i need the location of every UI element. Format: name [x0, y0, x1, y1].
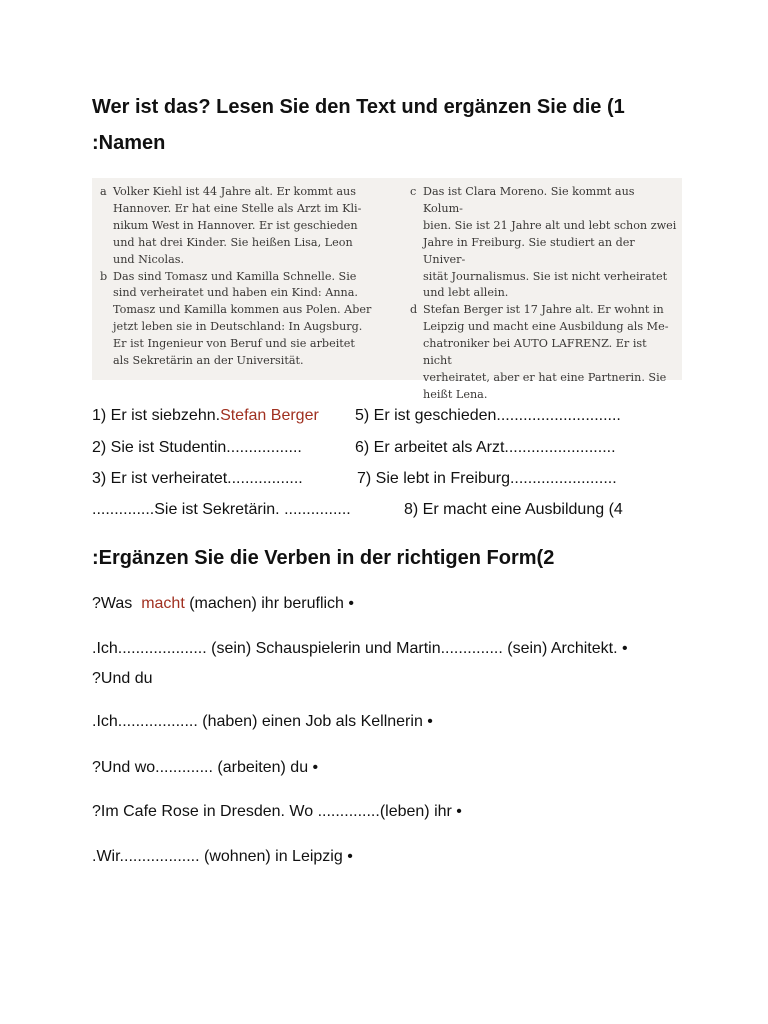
item-2: 2) Sie ist Studentin.................	[92, 439, 302, 456]
paragraph-b	[100, 269, 390, 370]
item-1	[92, 406, 319, 426]
text-line: und Nicolas.	[113, 252, 185, 266]
task1-title-line2: :Namen	[92, 132, 166, 154]
text-line: und lebt allein.	[423, 286, 509, 300]
text-line: Stefan Berger ist 17 Jahre alt. Er wohnt in	[423, 303, 664, 317]
text-line: Hannover. Er hat eine Stelle als Arzt im Kli-	[113, 201, 362, 215]
item-8: 8) Er macht eine Ausbildung (4	[404, 501, 623, 518]
item-1-answer: Stefan Berger	[220, 407, 319, 424]
paragraph-marker-a: a	[100, 185, 107, 198]
text-line: chatroniker bei AUTO LAFRENZ. Er ist nicht	[423, 337, 647, 368]
task1-title-line1: Wer ist das? Lesen Sie den Text und ergänzen Sie die (1	[92, 96, 625, 118]
text-line: Das ist Clara Moreno. Sie kommt aus Kolum-	[423, 185, 635, 215]
text-line: Tomasz und Kamilla kommen aus Polen. Aber	[113, 303, 372, 317]
reading-column-right	[410, 184, 678, 404]
item-1-text: 1) Er ist siebzehn.	[92, 407, 221, 424]
text-line: Er ist Ingenieur von Beruf und sie arbeitet	[113, 337, 355, 351]
reading-column-left	[100, 184, 390, 370]
text-line: nikum West in Hannover. Er ist geschieden	[113, 218, 358, 232]
paragraph-a	[100, 184, 390, 269]
verb-line-5: ?Und wo............. (arbeiten) du •	[92, 759, 319, 776]
item-4: ..............Sie ist Sekretärin. ...............	[92, 501, 351, 518]
paragraph-c	[410, 184, 678, 302]
text-line: sität Journalismus. Sie ist nicht verheiratet	[423, 269, 668, 283]
text-line: und hat drei Kinder. Sie heißen Lisa, Leon	[113, 235, 353, 249]
text-line: heißt Lena.	[423, 387, 488, 401]
verb-line-3: ?Und du	[92, 670, 153, 687]
verb-line-1-answer: macht	[141, 595, 185, 612]
text-line: bien. Sie ist 21 Jahre alt und lebt schon zwei	[423, 218, 677, 232]
reading-text-image	[92, 178, 682, 401]
task2-title: :Ergänzen Sie die Verben in der richtigen Form(2	[92, 547, 555, 569]
verb-line-1	[92, 594, 354, 614]
verb-line-7: .Wir.................. (wohnen) in Leipzig •	[92, 848, 353, 865]
paragraph-marker-d: d	[410, 303, 418, 317]
item-5: 5) Er ist geschieden............................	[355, 407, 621, 424]
text-line: sind verheiratet und haben ein Kind: Anna.	[113, 286, 358, 300]
text-line: jetzt leben sie in Deutschland: In Augsburg.	[113, 320, 363, 334]
verb-line-1-before: ?Was	[92, 595, 142, 612]
item-3: 3) Er ist verheiratet.................	[92, 470, 303, 487]
text-line: Jahre in Freiburg. Sie studiert an der Univer-	[423, 235, 635, 266]
paragraph-marker-b: b	[100, 269, 108, 283]
text-line: Volker Kiehl ist 44 Jahre alt. Er kommt aus	[113, 185, 356, 198]
text-line: Das sind Tomasz und Kamilla Schnelle. Sie	[113, 269, 357, 283]
verb-line-4: .Ich.................. (haben) einen Job als Kellnerin •	[92, 713, 433, 730]
text-line: als Sekretärin an der Universität.	[113, 354, 304, 368]
text-line: Leipzig und macht eine Ausbildung als Me-	[423, 320, 669, 334]
verb-line-6: ?Im Cafe Rose in Dresden. Wo ..............(leben) ihr •	[92, 803, 462, 820]
item-7: 7) Sie lebt in Freiburg........................	[357, 470, 617, 487]
text-line: verheiratet, aber er hat eine Partnerin. Sie	[423, 370, 667, 384]
paragraph-marker-c: c	[410, 185, 417, 198]
item-6: 6) Er arbeitet als Arzt.........................	[355, 439, 616, 456]
paragraph-d	[410, 302, 678, 403]
verb-line-1-after: (machen) ihr beruflich •	[184, 595, 354, 612]
verb-line-2: .Ich.................... (sein) Schauspielerin und Martin.............. (sein) Architekt. •	[92, 640, 628, 657]
